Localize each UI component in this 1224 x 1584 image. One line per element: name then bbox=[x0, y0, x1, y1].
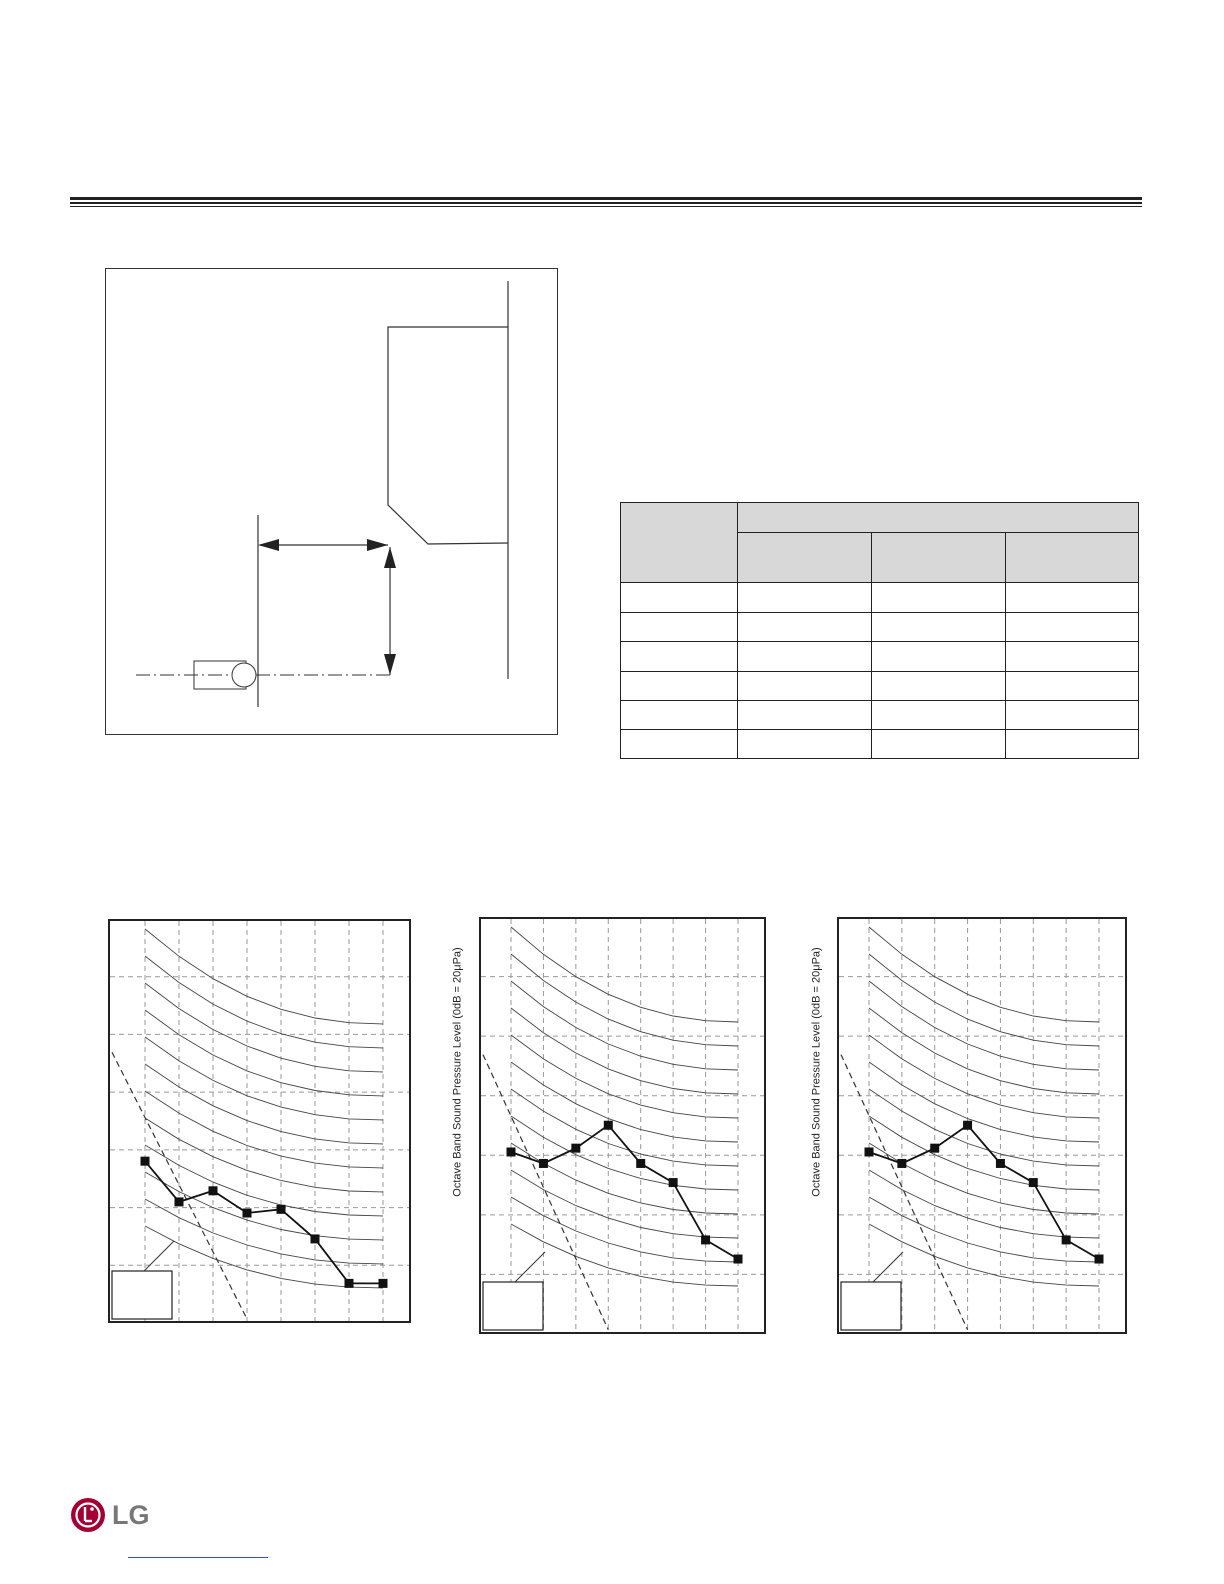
measurement-diagram-svg bbox=[106, 269, 559, 736]
nc-chart-2 bbox=[479, 917, 766, 1334]
measured-point bbox=[1095, 1255, 1104, 1264]
measured-point bbox=[897, 1159, 906, 1168]
chart-svg bbox=[479, 917, 766, 1334]
measured-point bbox=[379, 1279, 388, 1288]
measured-point bbox=[669, 1178, 678, 1187]
arrowhead-down bbox=[384, 654, 396, 675]
table-subheader bbox=[872, 533, 1006, 583]
header-rule bbox=[70, 197, 1142, 207]
measured-point bbox=[701, 1235, 710, 1244]
arrowhead-right bbox=[367, 539, 388, 551]
measured-point bbox=[963, 1121, 972, 1130]
chart-frame bbox=[480, 918, 765, 1333]
lg-logo-text: LG bbox=[112, 1500, 150, 1530]
legend-box bbox=[483, 1282, 543, 1330]
measured-point bbox=[311, 1234, 320, 1243]
table-row bbox=[621, 672, 1139, 701]
table-row bbox=[621, 701, 1139, 730]
legend-box bbox=[841, 1282, 901, 1330]
table-row bbox=[621, 642, 1139, 672]
table-subheader bbox=[1006, 533, 1139, 583]
chart-frame bbox=[109, 920, 410, 1322]
arrowhead-left bbox=[258, 539, 279, 551]
lg-logo bbox=[70, 1497, 160, 1533]
measured-point bbox=[1029, 1178, 1038, 1187]
sound-measurement-diagram bbox=[105, 268, 558, 735]
measured-point bbox=[277, 1205, 286, 1214]
measured-point bbox=[604, 1121, 613, 1130]
measured-point bbox=[539, 1159, 548, 1168]
measured-point bbox=[930, 1144, 939, 1153]
footer-link[interactable] bbox=[128, 1557, 268, 1558]
table-corner-header bbox=[621, 503, 738, 583]
measured-point bbox=[636, 1159, 645, 1168]
measured-point bbox=[865, 1147, 874, 1156]
measured-point bbox=[209, 1186, 218, 1195]
table-group-header bbox=[738, 503, 1139, 533]
measured-point bbox=[996, 1159, 1005, 1168]
legend-box bbox=[112, 1271, 172, 1319]
table-subheader bbox=[738, 533, 872, 583]
chart-3-ylabel: Octave Band Sound Pressure Level (0dB = 20μPa) bbox=[810, 947, 823, 1197]
chart-svg bbox=[108, 919, 411, 1323]
measured-point bbox=[1062, 1235, 1071, 1244]
unit-outline bbox=[388, 327, 508, 544]
table-row bbox=[621, 613, 1139, 642]
chart-svg bbox=[837, 917, 1127, 1334]
measured-point bbox=[345, 1279, 354, 1288]
measured-point bbox=[243, 1209, 252, 1218]
table-row bbox=[621, 583, 1139, 613]
nc-chart-1 bbox=[108, 919, 411, 1323]
measured-point bbox=[507, 1147, 516, 1156]
measured-point bbox=[734, 1255, 743, 1264]
chart-2-ylabel: Octave Band Sound Pressure Level (0dB = 20μPa) bbox=[451, 947, 464, 1197]
chart-frame bbox=[838, 918, 1126, 1333]
arrowhead-up bbox=[384, 547, 396, 568]
measured-point bbox=[141, 1157, 150, 1166]
nc-chart-3 bbox=[837, 917, 1127, 1334]
microphone-head bbox=[232, 663, 256, 687]
table-row bbox=[621, 730, 1139, 759]
measured-point bbox=[571, 1144, 580, 1153]
spec-table bbox=[620, 502, 1139, 759]
measured-point bbox=[175, 1197, 184, 1206]
